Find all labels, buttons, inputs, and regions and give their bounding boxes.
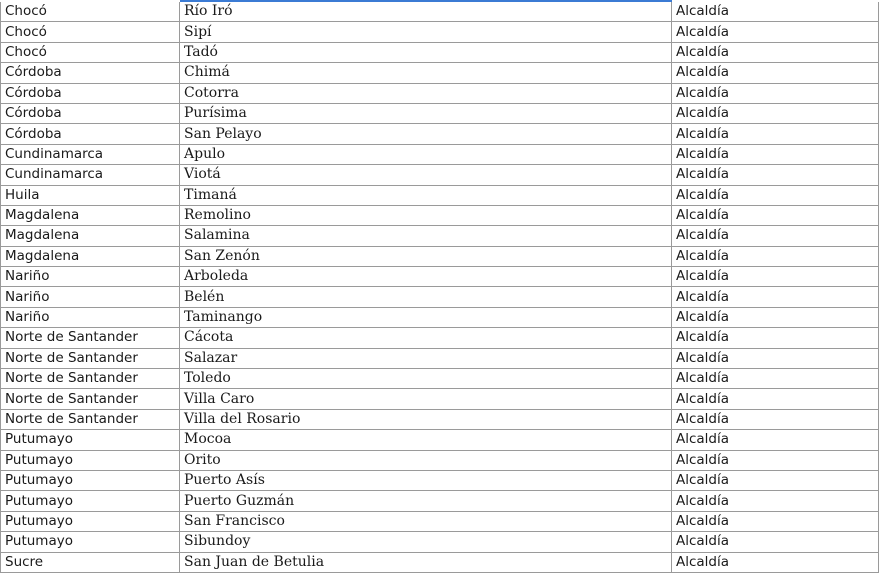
municipality-cell[interactable]: Villa del Rosario xyxy=(180,409,672,429)
table-row xyxy=(1,287,879,307)
table-row xyxy=(1,165,879,185)
department-cell[interactable]: Norte de Santander xyxy=(1,409,180,429)
department-cell[interactable]: Magdalena xyxy=(1,205,180,225)
municipality-cell[interactable]: Belén xyxy=(180,287,672,307)
department-cell[interactable]: Putumayo xyxy=(1,532,180,552)
table-row xyxy=(1,185,879,205)
type-cell[interactable]: Alcaldía xyxy=(672,552,879,572)
department-cell[interactable]: Putumayo xyxy=(1,450,180,470)
department-cell[interactable]: Córdoba xyxy=(1,124,180,144)
type-cell[interactable]: Alcaldía xyxy=(672,22,879,42)
municipality-cell[interactable]: Río Iró xyxy=(180,2,672,22)
municipality-cell[interactable]: Chimá xyxy=(180,63,672,83)
table-row xyxy=(1,491,879,511)
type-cell[interactable]: Alcaldía xyxy=(672,328,879,348)
department-cell[interactable]: Putumayo xyxy=(1,491,180,511)
table-row xyxy=(1,389,879,409)
department-cell[interactable]: Cundinamarca xyxy=(1,165,180,185)
department-cell[interactable]: Chocó xyxy=(1,22,180,42)
municipality-cell[interactable]: Orito xyxy=(180,450,672,470)
department-cell[interactable]: Norte de Santander xyxy=(1,328,180,348)
municipality-cell[interactable]: Sipí xyxy=(180,22,672,42)
table-row xyxy=(1,205,879,225)
type-cell[interactable]: Alcaldía xyxy=(672,430,879,450)
municipality-cell[interactable]: Villa Caro xyxy=(180,389,672,409)
type-cell[interactable]: Alcaldía xyxy=(672,83,879,103)
municipality-cell[interactable]: San Juan de Betulia xyxy=(180,552,672,572)
type-cell[interactable]: Alcaldía xyxy=(672,511,879,531)
type-cell[interactable]: Alcaldía xyxy=(672,307,879,327)
department-cell[interactable]: Putumayo xyxy=(1,511,180,531)
municipality-cell[interactable]: Salazar xyxy=(180,348,672,368)
type-cell[interactable]: Alcaldía xyxy=(672,348,879,368)
table-row xyxy=(1,144,879,164)
municipality-cell[interactable]: Tadó xyxy=(180,42,672,62)
type-cell[interactable]: Alcaldía xyxy=(672,409,879,429)
table-row xyxy=(1,409,879,429)
table-row xyxy=(1,532,879,552)
type-cell[interactable]: Alcaldía xyxy=(672,124,879,144)
municipality-cell[interactable]: San Zenón xyxy=(180,246,672,266)
table-row xyxy=(1,511,879,531)
department-cell[interactable]: Magdalena xyxy=(1,226,180,246)
table-row xyxy=(1,2,879,22)
department-cell[interactable]: Nariño xyxy=(1,307,180,327)
type-cell[interactable]: Alcaldía xyxy=(672,103,879,123)
table-row xyxy=(1,328,879,348)
type-cell[interactable]: Alcaldía xyxy=(672,165,879,185)
department-cell[interactable]: Córdoba xyxy=(1,63,180,83)
type-cell[interactable]: Alcaldía xyxy=(672,246,879,266)
table-row xyxy=(1,430,879,450)
municipality-cell[interactable]: Puerto Asís xyxy=(180,470,672,490)
municipality-cell[interactable]: Cotorra xyxy=(180,83,672,103)
municipality-cell[interactable]: San Pelayo xyxy=(180,124,672,144)
table-row xyxy=(1,22,879,42)
department-cell[interactable]: Putumayo xyxy=(1,470,180,490)
type-cell[interactable]: Alcaldía xyxy=(672,470,879,490)
department-cell[interactable]: Norte de Santander xyxy=(1,348,180,368)
type-cell[interactable]: Alcaldía xyxy=(672,2,879,22)
municipality-cell[interactable]: Taminango xyxy=(180,307,672,327)
type-cell[interactable]: Alcaldía xyxy=(672,63,879,83)
type-cell[interactable]: Alcaldía xyxy=(672,267,879,287)
table-row xyxy=(1,83,879,103)
table-row xyxy=(1,226,879,246)
municipality-cell[interactable]: Puerto Guzmán xyxy=(180,491,672,511)
department-cell[interactable]: Córdoba xyxy=(1,83,180,103)
table-row xyxy=(1,450,879,470)
type-cell[interactable]: Alcaldía xyxy=(672,369,879,389)
municipality-cell[interactable]: Toledo xyxy=(180,369,672,389)
type-cell[interactable]: Alcaldía xyxy=(672,532,879,552)
type-cell[interactable]: Alcaldía xyxy=(672,450,879,470)
table-body xyxy=(1,2,879,572)
type-cell[interactable]: Alcaldía xyxy=(672,185,879,205)
table-row xyxy=(1,124,879,144)
department-cell[interactable]: Norte de Santander xyxy=(1,369,180,389)
department-cell[interactable]: Magdalena xyxy=(1,246,180,266)
department-cell[interactable]: Cundinamarca xyxy=(1,144,180,164)
table-row xyxy=(1,63,879,83)
table-row xyxy=(1,246,879,266)
table-row xyxy=(1,267,879,287)
municipality-cell[interactable]: San Francisco xyxy=(180,511,672,531)
type-cell[interactable]: Alcaldía xyxy=(672,205,879,225)
department-cell[interactable]: Nariño xyxy=(1,287,180,307)
spreadsheet-table xyxy=(0,2,879,573)
department-cell[interactable]: Putumayo xyxy=(1,430,180,450)
municipality-cell[interactable]: Viotá xyxy=(180,165,672,185)
type-cell[interactable]: Alcaldía xyxy=(672,226,879,246)
municipality-cell[interactable]: Cácota xyxy=(180,328,672,348)
department-cell[interactable]: Nariño xyxy=(1,267,180,287)
department-cell[interactable]: Chocó xyxy=(1,2,180,22)
municipality-cell[interactable]: Sibundoy xyxy=(180,532,672,552)
type-cell[interactable]: Alcaldía xyxy=(672,42,879,62)
type-cell[interactable]: Alcaldía xyxy=(672,491,879,511)
table-row xyxy=(1,307,879,327)
table-row xyxy=(1,103,879,123)
municipality-cell[interactable]: Apulo xyxy=(180,144,672,164)
type-cell[interactable]: Alcaldía xyxy=(672,144,879,164)
department-cell[interactable]: Norte de Santander xyxy=(1,389,180,409)
table-row xyxy=(1,552,879,572)
table-row xyxy=(1,42,879,62)
municipality-cell[interactable]: Purísima xyxy=(180,103,672,123)
municipality-cell[interactable]: Arboleda xyxy=(180,267,672,287)
department-cell[interactable]: Sucre xyxy=(1,552,180,572)
department-cell[interactable]: Córdoba xyxy=(1,103,180,123)
department-cell[interactable]: Chocó xyxy=(1,42,180,62)
municipality-cell[interactable]: Mocoa xyxy=(180,430,672,450)
department-cell[interactable]: Huila xyxy=(1,185,180,205)
municipality-cell[interactable]: Salamina xyxy=(180,226,672,246)
table-row xyxy=(1,470,879,490)
type-cell[interactable]: Alcaldía xyxy=(672,287,879,307)
table-row xyxy=(1,348,879,368)
municipality-cell[interactable]: Remolino xyxy=(180,205,672,225)
table-row xyxy=(1,369,879,389)
type-cell[interactable]: Alcaldía xyxy=(672,389,879,409)
municipality-cell[interactable]: Timaná xyxy=(180,185,672,205)
